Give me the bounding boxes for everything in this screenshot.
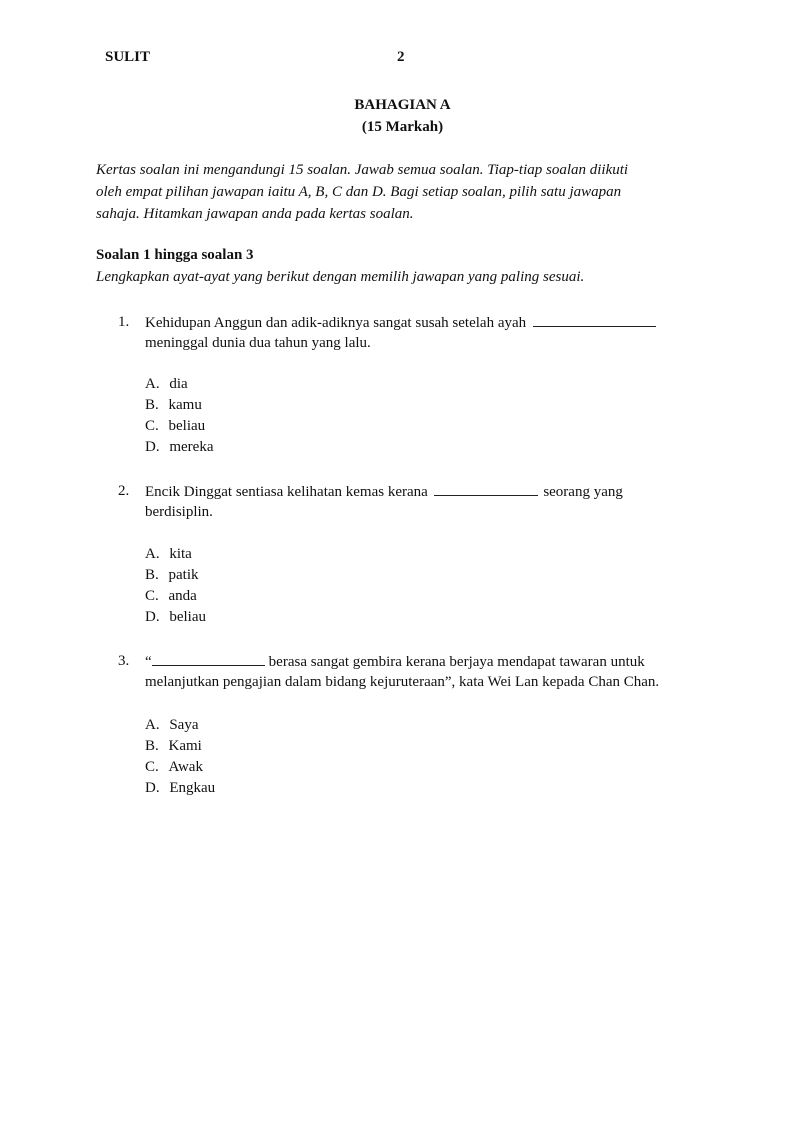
question-number: 1. bbox=[118, 314, 130, 330]
question-text: berasa sangat gembira kerana berjaya mendapat tawaran untuk bbox=[268, 654, 645, 670]
instruction-line: Kertas soalan ini mengandungi 15 soalan. Jawab semua soalan. Tiap-tiap soalan diikuti bbox=[96, 162, 629, 178]
question-text: Encik Dinggat sentiasa kelihatan kemas kerana bbox=[145, 484, 428, 500]
option-c[interactable] bbox=[145, 588, 197, 605]
question-number: 2. bbox=[118, 483, 130, 499]
question-group-heading: Soalan 1 hingga soalan 3 bbox=[96, 247, 254, 263]
option-letter: D. bbox=[145, 609, 160, 625]
confidential-label: SULIT bbox=[105, 49, 151, 65]
option-letter: B. bbox=[145, 738, 159, 754]
question-text: Kehidupan Anggun dan adik-adiknya sangat susah setelah ayah bbox=[145, 315, 527, 331]
option-text: kamu bbox=[168, 397, 202, 413]
option-text: anda bbox=[168, 588, 197, 604]
option-text: beliau bbox=[168, 418, 206, 434]
question-text-line-2: berdisiplin. bbox=[145, 504, 213, 520]
option-b[interactable] bbox=[145, 738, 202, 755]
option-d[interactable] bbox=[145, 439, 213, 456]
option-letter: A. bbox=[145, 546, 160, 562]
question-number: 3. bbox=[118, 653, 130, 669]
option-letter: A. bbox=[145, 376, 160, 392]
option-letter: C. bbox=[145, 759, 159, 775]
option-a[interactable] bbox=[145, 546, 192, 563]
option-c[interactable] bbox=[145, 759, 203, 776]
option-text: Kami bbox=[168, 738, 202, 754]
option-d[interactable] bbox=[145, 780, 215, 797]
section-marks: (15 Markah) bbox=[361, 119, 444, 135]
question-text-line-1 bbox=[145, 314, 656, 332]
instruction-line: sahaja. Hitamkan jawapan anda pada kertas soalan. bbox=[96, 206, 414, 222]
answer-blank bbox=[152, 653, 265, 666]
option-a[interactable] bbox=[145, 717, 199, 734]
page-number: 2 bbox=[397, 49, 405, 65]
option-c[interactable] bbox=[145, 418, 205, 435]
open-quote: “ bbox=[145, 654, 152, 670]
option-b[interactable] bbox=[145, 567, 199, 584]
option-text: kita bbox=[169, 546, 192, 562]
option-letter: B. bbox=[145, 567, 159, 583]
option-text: dia bbox=[169, 376, 188, 392]
option-text: patik bbox=[168, 567, 199, 583]
option-letter: B. bbox=[145, 397, 159, 413]
instruction-line: oleh empat pilihan jawapan iaitu A, B, C dan D. Bagi setiap soalan, pilih satu jawapan bbox=[96, 184, 622, 200]
question-group-instruction: Lengkapkan ayat-ayat yang berikut dengan memilih jawapan yang paling sesuai. bbox=[96, 269, 585, 285]
option-text: Saya bbox=[169, 717, 199, 733]
option-letter: A. bbox=[145, 717, 160, 733]
option-text: mereka bbox=[169, 439, 214, 455]
answer-blank bbox=[434, 483, 538, 496]
option-text: Awak bbox=[168, 759, 203, 775]
option-letter: D. bbox=[145, 780, 160, 796]
option-text: beliau bbox=[169, 609, 206, 625]
option-letter: C. bbox=[145, 588, 159, 604]
option-d[interactable] bbox=[145, 609, 206, 626]
answer-blank bbox=[533, 314, 656, 327]
question-text-line-1 bbox=[145, 653, 645, 671]
option-letter: C. bbox=[145, 418, 159, 434]
option-text: Engkau bbox=[169, 780, 216, 796]
question-text-line-2: melanjutkan pengajian dalam bidang kejuruteraan”, kata Wei Lan kepada Chan Chan. bbox=[145, 674, 660, 690]
question-text: seorang yang bbox=[543, 484, 623, 500]
option-letter: D. bbox=[145, 439, 160, 455]
question-text-line-1 bbox=[145, 483, 623, 501]
question-text-line-2: meninggal dunia dua tahun yang lalu. bbox=[145, 335, 371, 351]
option-b[interactable] bbox=[145, 397, 202, 414]
section-title: BAHAGIAN A bbox=[354, 97, 451, 113]
option-a[interactable] bbox=[145, 376, 188, 393]
